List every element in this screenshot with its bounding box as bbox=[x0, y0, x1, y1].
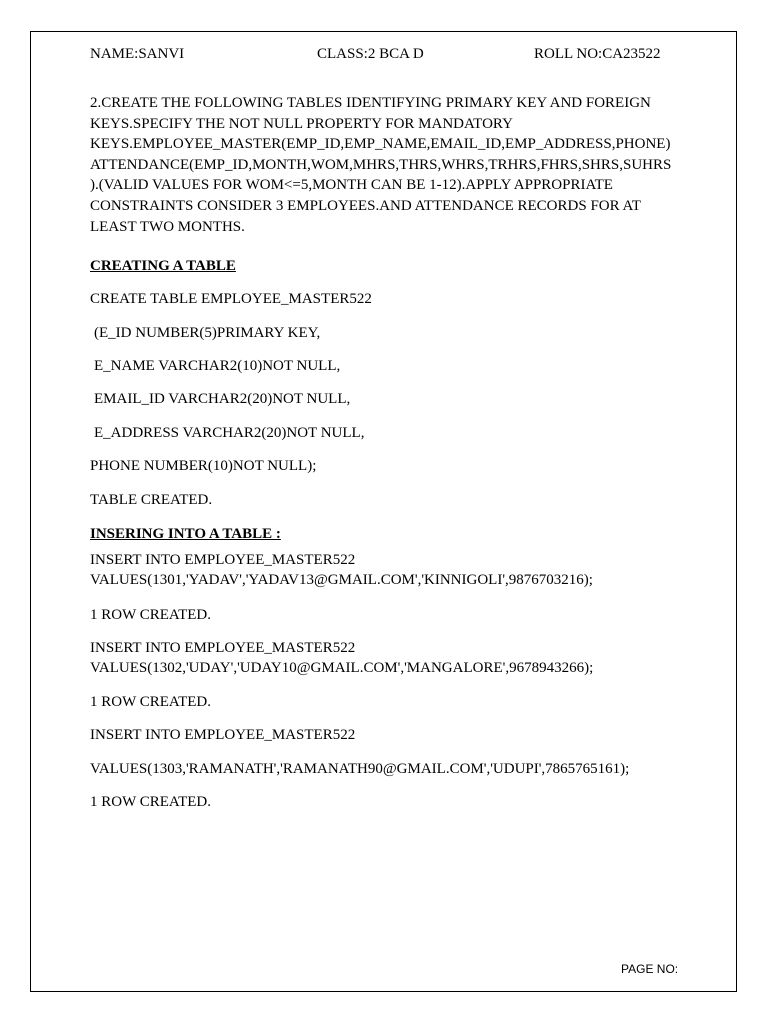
question-text bbox=[90, 93, 685, 237]
question-line: KEYS.SPECIFY THE NOT NULL PROPERTY FOR MANDATORY bbox=[90, 115, 513, 132]
create-statement-line: EMAIL_ID VARCHAR2(20)NOT NULL, bbox=[94, 391, 351, 407]
insert-statement-line: INSERT INTO EMPLOYEE_MASTER522 bbox=[90, 552, 356, 568]
insert-heading: INSERING INTO A TABLE : bbox=[90, 526, 281, 542]
create-statement-line: PHONE NUMBER(10)NOT NULL); bbox=[90, 458, 317, 474]
create-statement-line: E_NAME VARCHAR2(10)NOT NULL, bbox=[94, 358, 341, 374]
insert-statement-line: INSERT INTO EMPLOYEE_MASTER522 bbox=[90, 727, 356, 743]
insert-result: 1 ROW CREATED. bbox=[90, 794, 211, 810]
create-table-heading: CREATING A TABLE bbox=[90, 258, 236, 274]
question-line: ATTENDANCE(EMP_ID,MONTH,WOM,MHRS,THRS,WHRS,TRHRS,FHRS,SHRS,SUHRS bbox=[90, 156, 672, 173]
question-line: KEYS.EMPLOYEE_MASTER(EMP_ID,EMP_NAME,EMAIL_ID,EMP_ADDRESS,PHONE) bbox=[90, 136, 671, 153]
create-statement-line: CREATE TABLE EMPLOYEE_MASTER522 bbox=[90, 291, 372, 307]
question-line: LEAST TWO MONTHS. bbox=[90, 218, 245, 235]
insert-result: 1 ROW CREATED. bbox=[90, 694, 211, 710]
insert-result: 1 ROW CREATED. bbox=[90, 607, 211, 623]
student-roll-no: ROLL NO:CA23522 bbox=[534, 46, 661, 62]
create-result: TABLE CREATED. bbox=[90, 492, 213, 508]
student-name: NAME:SANVI bbox=[90, 46, 185, 62]
question-line: 2.CREATE THE FOLLOWING TABLES IDENTIFYING PRIMARY KEY AND FOREIGN bbox=[90, 95, 651, 111]
page-number-label: PAGE NO: bbox=[621, 962, 679, 976]
student-header bbox=[90, 46, 680, 66]
question-line: ).(VALID VALUES FOR WOM<=5,MONTH CAN BE 1-12).APPLY APPROPRIATE bbox=[90, 177, 613, 194]
insert-statement-line: VALUES(1303,'RAMANATH','RAMANATH90@GMAIL.COM','UDUPI',7865765161); bbox=[90, 761, 630, 777]
insert-statement-line: VALUES(1301,'YADAV','YADAV13@GMAIL.COM','KINNIGOLI',9876703216); bbox=[90, 572, 593, 588]
student-class: CLASS:2 BCA D bbox=[317, 46, 424, 62]
question-line: CONSTRAINTS CONSIDER 3 EMPLOYEES.AND ATTENDANCE RECORDS FOR AT bbox=[90, 197, 641, 214]
create-statement-line: E_ADDRESS VARCHAR2(20)NOT NULL, bbox=[94, 425, 365, 441]
insert-statement-line: VALUES(1302,'UDAY','UDAY10@GMAIL.COM','MANGALORE',9678943266); bbox=[90, 660, 594, 676]
insert-statement-line: INSERT INTO EMPLOYEE_MASTER522 bbox=[90, 640, 356, 656]
create-statement-line: (E_ID NUMBER(5)PRIMARY KEY, bbox=[94, 325, 321, 341]
